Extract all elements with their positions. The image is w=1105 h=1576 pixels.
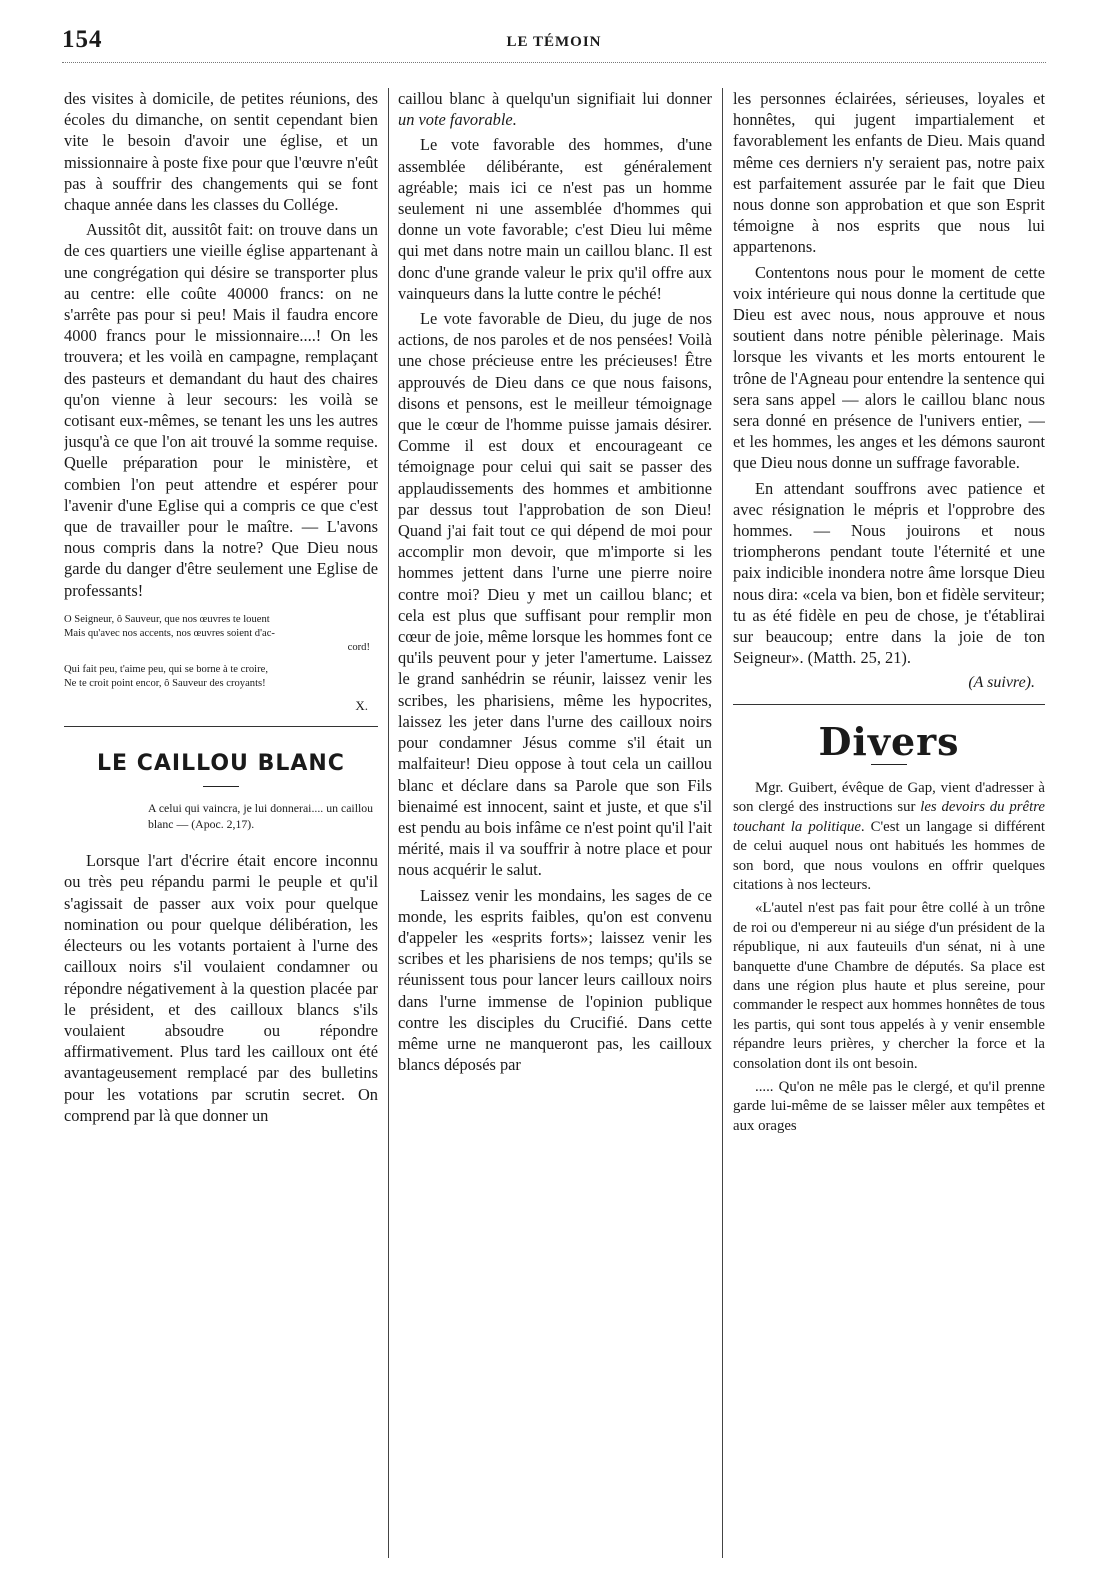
page-header (62, 26, 1046, 62)
paragraph-text: . C'est un langage si différent de celui auquel nous ont habitués les hommes de son bord, que nous voulons en offrir quelques citations à nos lecteurs. (733, 818, 1045, 893)
running-title: LE TÉMOIN (506, 34, 602, 50)
paragraph: Laissez venir les mondains, les sages de ce monde, les esprits faibles, qu'on est convenu d'appeler les «esprits forts»; laissez venir les scribes et les pharisiens de nos temps; qu'ils se réunissent tous pour lancer leurs cailloux noirs dans l'urne immense de l'opinion publique contre les disciples du Crucifié. Dans cette même urne ne manqueront pas, les cailloux blancs déposés par (398, 885, 712, 1075)
poem-line: Qui fait peu, t'aime peu, qui se borne à te croire, (64, 663, 268, 675)
paragraph: «L'autel n'est pas fait pour être collé à un trône de roi ou d'empereur ni au siége d'un président de la république, ni aux fauteuils d'un sénat, ni à une banquette d'une Chambre de députés. Sa place est dans une région plus haute et plus sereine, pour commander le respect aux hommes honnêtes de tous les partis, qui sont tous appelés à y venir ensemble répandre leurs prières, y chercher la force et la consolation dont ils ont besoin. (733, 900, 1045, 1072)
epigraph: A celui qui vaincra, je lui donnerai.... un caillou blanc — (Apoc. 2,17). (148, 801, 374, 831)
paragraph-text: caillou blanc à quelqu'un signifiait lui donner (398, 89, 712, 108)
paragraph: Contentons nous pour le moment de cette voix intérieure qui nous donne la certitude que Dieu est avec nous, nous approuve et nous soutient dans notre pénible pèlerinage. Mais lorsque les vivants et les morts entourent le trône de l'Agneau pour entendre la sentence qui sera sans appel — alors le caillou blanc nous sera donné en présence de l'univers entier, — et les hommes, les anges et les démons sauront que Dieu nous donne un suffrage favorable. (733, 262, 1045, 473)
emphasis-text: les devoirs du prêtre touchant la politique (733, 799, 1045, 835)
paragraph (733, 779, 1045, 895)
emphasis-text: un vote favorable. (398, 110, 517, 130)
paragraph (398, 88, 712, 130)
column-2 (398, 88, 712, 1563)
paragraph: Aussitôt dit, aussitôt fait: on trouve dans un de ces quartiers une vieille église appartenant à une congrégation qui désire se transporter plus au centre: elle coûte 40000 francs: on ne s'arrête pas pour si peu! Mais il faudra encore 4000 francs pour le missionnaire....! On les trouvera; et les voilà en campagne, remplaçant des pasteurs et demandant du haut des chaires qu'on vienne à leur secours: les voilà se cotisant eux-mêmes, se tenant les uns les autres jusqu'à ce que l'on ait trouvé la somme requise. Quelle préparation pour le ministère, et combien l'on peut attendre et espérer pour l'avenir d'une Eglise qui a compris ce que c'est que de travailler pour le maître. — L'avons nous compris dans la notre? Que Dieu nous garde du danger d'être seulement une Eglise de professants! (64, 220, 378, 600)
poem-line: O Seigneur, ô Sauveur, que nos œuvres te louent (64, 613, 270, 625)
poem-stanza-1 (64, 613, 378, 655)
continuation-note: (A suivre). (968, 674, 1035, 692)
column-3 (733, 88, 1045, 1563)
paragraph: ..... Qu'on ne mêle pas le clergé, et qu'il prenne garde lui-même de se laisser mêler aux tempêtes et aux orages (733, 1078, 1045, 1134)
poem-line: cord! (347, 641, 370, 653)
paragraph: Le vote favorable des hommes, d'une assemblée délibérante, est généralement agréable; mais ici ce n'est pas un homme seulement ni une assemblée d'hommes qui donne un vote favorable; c'est Dieu lui même qui met dans notre main un caillou blanc. Il est donc d'une grande valeur le prix qu'il offre aux vainqueurs dans la lutte contre le péché! (398, 135, 712, 303)
poem-line: Ne te croit point encor, ô Sauveur des croyants! (64, 677, 266, 689)
poem-line: Mais qu'avec nos accents, nos œuvres soient d'ac- (64, 627, 275, 639)
poem-stanza-2 (64, 663, 378, 691)
column-1 (64, 88, 378, 1563)
paragraph-text: Mgr. Guibert, évêque de Gap, vient d'adresser à son clergé des instructions sur (733, 779, 1045, 816)
paragraph: les personnes éclairées, sérieuses, loyales et honnêtes, qui jugent impartialement et favorablement les enfants de Dieu. Mais quand même ces derniers n'y seraient pas, notre paix est parfaitement assurée par le fait que Dieu nous donne son approbation et que son Esprit témoigne à nos esprits que nous lui appartenons. (733, 89, 1045, 257)
column-divider-2 (722, 88, 723, 1558)
section-title-divers: Divers (818, 718, 960, 764)
paragraph: En attendant souffrons avec patience et avec résignation le mépris et l'opprobre des hommes. — Nous jouirons et nous triompherons pendant toute l'éternité et une paix indicible inondera notre âme lorsque Dieu nous dira: «cela va bien, bon et fidèle serviteur; tu as été fidèle en peu de chose, je t'établirai sur beaucoup; entre dans la joie de ton Seigneur». (Matth. 25, 21). (733, 478, 1045, 668)
paragraph: Lorsque l'art d'écrire était encore inconnu ou très peu répandu parmi le peuple et qu'il s'agissait de passer aux voix pour quelque nomination ou pour quelque délibération, les électeurs ou les votants portaient à l'urne des cailloux noirs s'il voulaient condamner ou répondre négativement à la question placée par le président, et des cailloux blancs s'ils voulaient absoudre ou répondre affirmativement. Plus tard les cailloux ont été avantageusement remplacé par des bulletins pour les votations par scrutin secret. On comprend par là que donner un (64, 851, 378, 1125)
page-number: 154 (62, 26, 103, 53)
author-signature: X. (355, 697, 368, 713)
divers-section (733, 779, 1045, 1136)
title-dash (203, 786, 239, 787)
article-title: LE CAILLOU BLANC (97, 751, 345, 777)
paragraph: des visites à domicile, de petites réunions, des écoles du dimanche, on sentit cependant bien vite le besoin d'avoir une église, et un missionnaire à poste fixe pour que l'œuvre n'eût pas à souffrir des changements qui se font chaque année dans les classes du Collége. (64, 89, 378, 215)
section-rule (733, 704, 1045, 705)
title-dash (871, 764, 907, 765)
column-divider-1 (388, 88, 389, 1558)
paragraph: Le vote favorable de Dieu, du juge de nos actions, de nos paroles et de nos pensées! Voilà une chose précieuse entre les précieuses! Être approuvés de Dieu dans ce que nous faisons, disons et pensons, est le meilleur témoignage que le cœur de l'homme puisse jamais désirer. Comme il est doux et encourageant ce témoignage pour celui qui sait se passer des applaudissements des hommes et ambitionne par dessus tout l'approbation de son Dieu! Quand j'ai fait tout ce qui dépend de moi pour accomplir mon devoir, que m'importe si les hommes jettent dans l'urne une pierre noire contre moi? Dieu y met un caillou blanc; et cela est plus que suffisant pour remplir mon cœur de joie, même lorsque les hommes font ce qu'ils peuvent pour y jeter l'amertume. Laissez le grand sanhédrin se réunir, laissez venir les scribes, les pharisiens, même les hypocrites, laissez les jeter dans l'urne des cailloux noirs pour condamner Jésus comme s'il était un malfaiteur! Dieu oppose à tout cela un caillou blanc et déclare dans sa Parole que son Fils bienaimé est innocent, saint et juste, et que s'il est pendu au bois infâme ce n'est point qu'il l'ait mérité, mais il va souffrir à notre place et pour nous acquérir le salut. (398, 309, 712, 880)
header-rule (62, 62, 1046, 63)
section-rule (64, 726, 378, 727)
